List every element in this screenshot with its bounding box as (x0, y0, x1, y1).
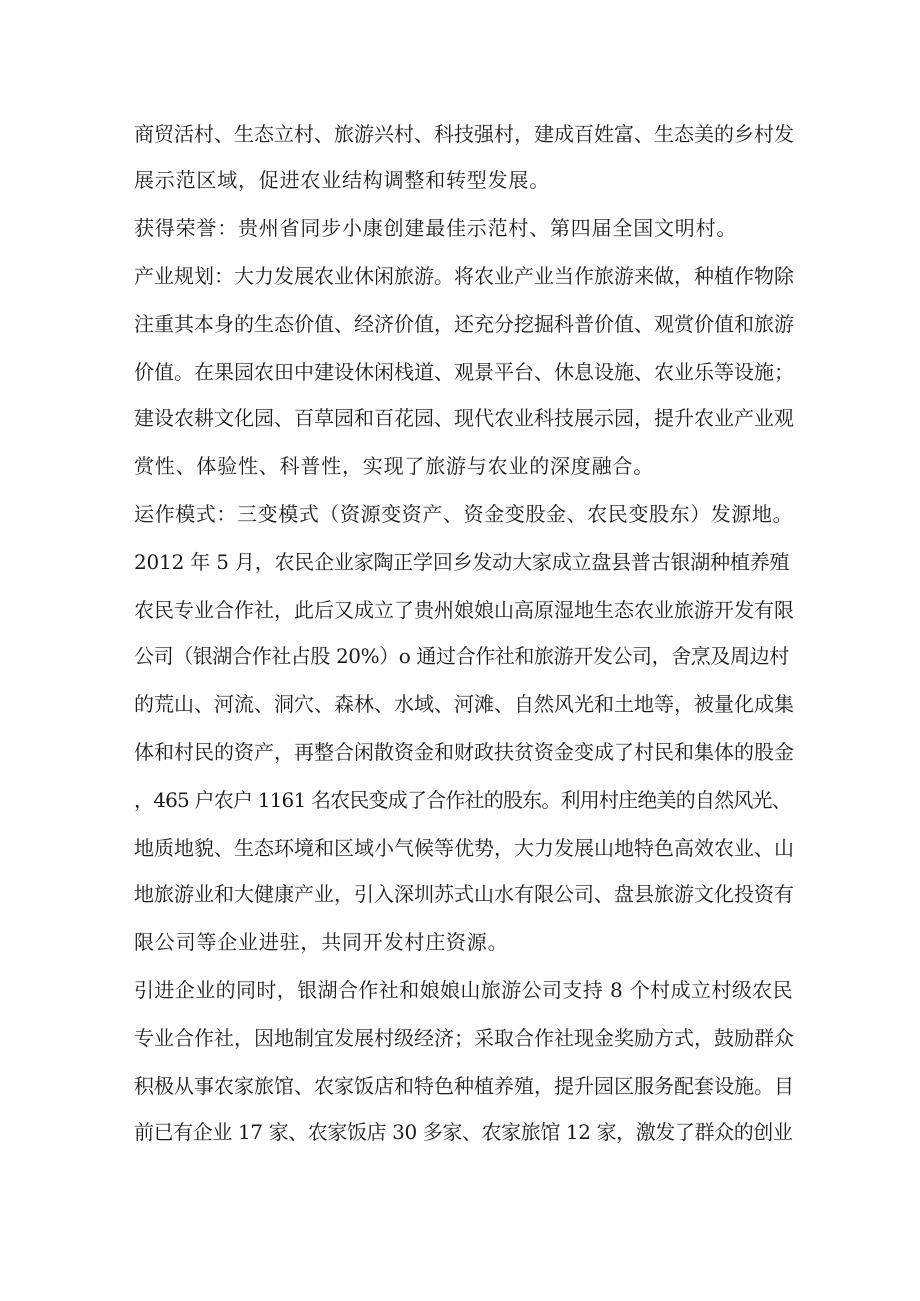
text-line: 农民专业合作社，此后又成立了贵州娘娘山高原湿地生态农业旅游开发有限 (134, 598, 794, 622)
text-line: 商贸活村、生态立村、旅游兴村、科技强村，建成百姓富、生态美的乡村发 (134, 122, 794, 146)
text-line: 产业规划：大力发展农业休闲旅游。将农业产业当作旅游来做，种植作物除 (134, 264, 794, 288)
text-line: 积极从事农家旅馆、农家饭店和特色种植养殖，提升园区服务配套设施。目 (134, 1074, 794, 1098)
text-line: 公司（银湖合作社占股 20%）o 通过合作社和旅游开发公司，舍烹及周边村 (134, 644, 789, 668)
text-line: 前已有企业 17 家、农家饭店 30 多家、农家旅馆 12 家，激发了群众的创业 (134, 1120, 793, 1144)
text-line: 的荒山、河流、洞穴、森林、水域、河滩、自然风光和土地等，被量化成集 (134, 692, 794, 716)
text-line: 专业合作社，因地制宜发展村级经济；采取合作社现金奖励方式，鼓励群众 (134, 1026, 794, 1050)
text-line: 2012 年 5 月，农民企业家陶正学回乡发动大家成立盘县普古银湖种植养殖 (134, 550, 790, 574)
text-line: 引进企业的同时，银湖合作社和娘娘山旅游公司支持 8 个村成立村级农民 (134, 978, 794, 1002)
text-line: 展示范区域，促进农业结构调整和转型发展。 (134, 168, 550, 192)
text-line: 注重其本身的生态价值、经济价值，还充分挖掘科普价值、观赏价值和旅游 (134, 312, 794, 336)
text-line: 地旅游业和大健康产业，引入深圳苏式山水有限公司、盘县旅游文化投资有 (134, 882, 794, 906)
text-line: 限公司等企业进驻，共同开发村庄资源。 (134, 930, 509, 954)
text-line: 运作模式：三变模式（资源变资产、资金变股金、农民变股东）发源地。 (134, 502, 794, 526)
text-line: 赏性、体验性、科普性，实现了旅游与农业的深度融合。 (134, 454, 654, 478)
text-line: 建设农耕文化园、百草园和百花园、现代农业科技展示园，提升农业产业观 (134, 406, 794, 430)
text-line: 获得荣誉：贵州省同步小康创建最佳示范村、第四届全国文明村。 (134, 216, 738, 240)
text-line: 地质地貌、生态环境和区域小气候等优势，大力发展山地特色高效农业、山 (134, 836, 794, 860)
text-line: 体和村民的资产，再整合闲散资金和财政扶贫资金变成了村民和集体的股金 (134, 740, 794, 764)
text-line: 价值。在果园农田中建设休闲栈道、观景平台、休息设施、农业乐等设施； (134, 360, 794, 384)
text-line: ，465 户农户 1161 名农民变成了合作社的股东。利用村庄绝美的自然风光、 (134, 788, 791, 812)
